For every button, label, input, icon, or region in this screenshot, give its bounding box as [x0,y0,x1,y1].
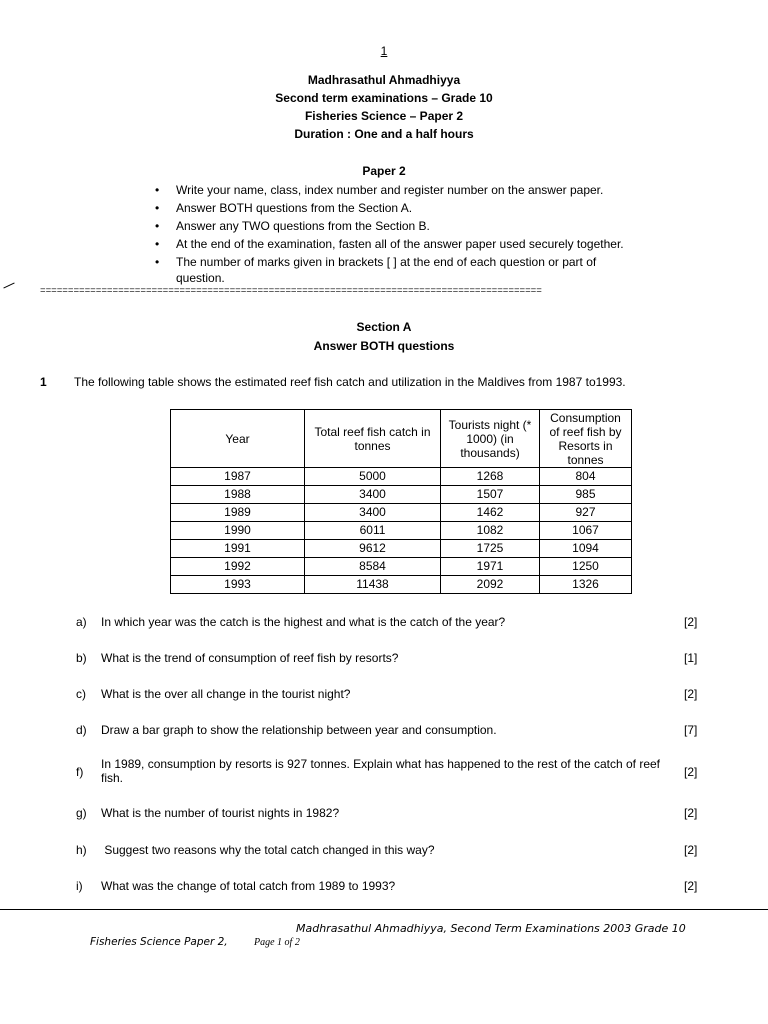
cell-catch: 6011 [305,522,441,540]
cell-tourists: 1268 [441,468,540,486]
footer-paper-label: Fisheries Science Paper 2, [90,936,228,948]
divider-rule: ========================================================================================== [40,285,542,296]
subquestion-text: In which year was the catch is the highest and what is the catch of the year? [101,615,506,629]
cell-catch: 3400 [305,486,441,504]
instruction-item: • Answer any TWO questions from the Section B. [152,218,626,234]
margin-mark [3,283,14,289]
footer-page-number: Page 1 of 2 [254,937,300,948]
subquestion-letter: f) [76,765,84,779]
cell-catch: 5000 [305,468,441,486]
subquestion-marks: [2] [684,687,698,701]
cell-tourists: 1082 [441,522,540,540]
subquestion-text: Suggest two reasons why the total catch changed in this way? [101,843,435,857]
instruction-item: • At the end of the examination, fasten all of the answer paper used securely together. [152,236,626,252]
subquestion-marks: [2] [684,806,698,820]
subquestion-letter: b) [76,651,87,665]
exam-title: Second term examinations – Grade 10 [275,91,493,105]
cell-consumption: 927 [540,504,632,522]
subquestion-letter: h) [76,843,87,857]
cell-consumption: 1326 [540,576,632,594]
footer-divider [0,909,768,910]
section-subtitle: Answer BOTH questions [313,339,455,353]
subquestion-text: Draw a bar graph to show the relationship between year and consumption. [101,723,497,737]
paper-label: Paper 2 [362,164,406,178]
subquestion-text: What is the number of tourist nights in 1982? [101,806,340,820]
subquestion-marks: [2] [684,615,698,629]
table-row [171,576,632,594]
cell-year: 1988 [171,486,305,504]
cell-year: 1991 [171,540,305,558]
table-row [171,540,632,558]
subquestion-letter: d) [76,723,87,737]
subquestion-letter: g) [76,806,87,820]
question-number: 1 [40,375,47,389]
page-number: 1 [380,44,388,58]
instruction-item: • The number of marks given in brackets [ ] at the end of each question or part of question. [152,254,626,286]
cell-consumption: 1250 [540,558,632,576]
subquestion-text: In 1989, consumption by resorts is 927 tonnes. Explain what has happened to the rest of the catch of reef fish. [101,757,661,785]
question-text: The following table shows the estimated reef fish catch and utilization in the Maldives from 1987 to1993. [74,375,626,389]
cell-tourists: 2092 [441,576,540,594]
cell-catch: 8584 [305,558,441,576]
cell-year: 1989 [171,504,305,522]
cell-year: 1987 [171,468,305,486]
cell-consumption: 985 [540,486,632,504]
cell-year: 1990 [171,522,305,540]
subject-title: Fisheries Science – Paper 2 [304,109,464,123]
cell-year: 1993 [171,576,305,594]
cell-catch: 3400 [305,504,441,522]
cell-consumption: 1094 [540,540,632,558]
subquestion-marks: [2] [684,843,698,857]
subquestion-marks: [1] [684,651,698,665]
cell-consumption: 804 [540,468,632,486]
cell-catch: 11438 [305,576,441,594]
subquestion-marks: [2] [684,879,698,893]
duration: Duration : One and a half hours [294,127,474,141]
reef-fish-table [170,409,632,594]
subquestion-letter: c) [76,687,86,701]
subquestion-marks: [2] [684,765,698,779]
header-total-catch: Total reef fish catch in tonnes [305,410,441,468]
instruction-item: • Write your name, class, index number and register number on the answer paper. [152,182,626,198]
table-header-row [171,410,632,468]
school-name: Madhrasathul Ahmadhiyya [307,73,461,87]
section-title: Section A [356,320,412,334]
cell-tourists: 1462 [441,504,540,522]
table-row [171,558,632,576]
table-row [171,468,632,486]
cell-year: 1992 [171,558,305,576]
header-tourist-nights: Tourists night (* 1000) (in thousands) [441,410,540,468]
table-row [171,522,632,540]
header-consumption: Consumption of reef fish by Resorts in tonnes [540,410,632,468]
subquestion-letter: a) [76,615,87,629]
cell-consumption: 1067 [540,522,632,540]
subquestion-text: What is the over all change in the tourist night? [101,687,351,701]
footer-school-line: Madhrasathul Ahmadhiyya, Second Term Examinations 2003 Grade 10 [296,922,686,935]
cell-catch: 9612 [305,540,441,558]
table-row [171,504,632,522]
table-row [171,486,632,504]
cell-tourists: 1507 [441,486,540,504]
cell-tourists: 1971 [441,558,540,576]
subquestion-text: What was the change of total catch from 1989 to 1993? [101,879,396,893]
instructions-list [152,182,626,288]
cell-tourists: 1725 [441,540,540,558]
subquestion-letter: i) [76,879,83,893]
subquestion-marks: [7] [684,723,698,737]
header-year: Year [171,410,305,468]
subquestion-text: What is the trend of consumption of reef fish by resorts? [101,651,399,665]
instruction-item: • Answer BOTH questions from the Section A. [152,200,626,216]
